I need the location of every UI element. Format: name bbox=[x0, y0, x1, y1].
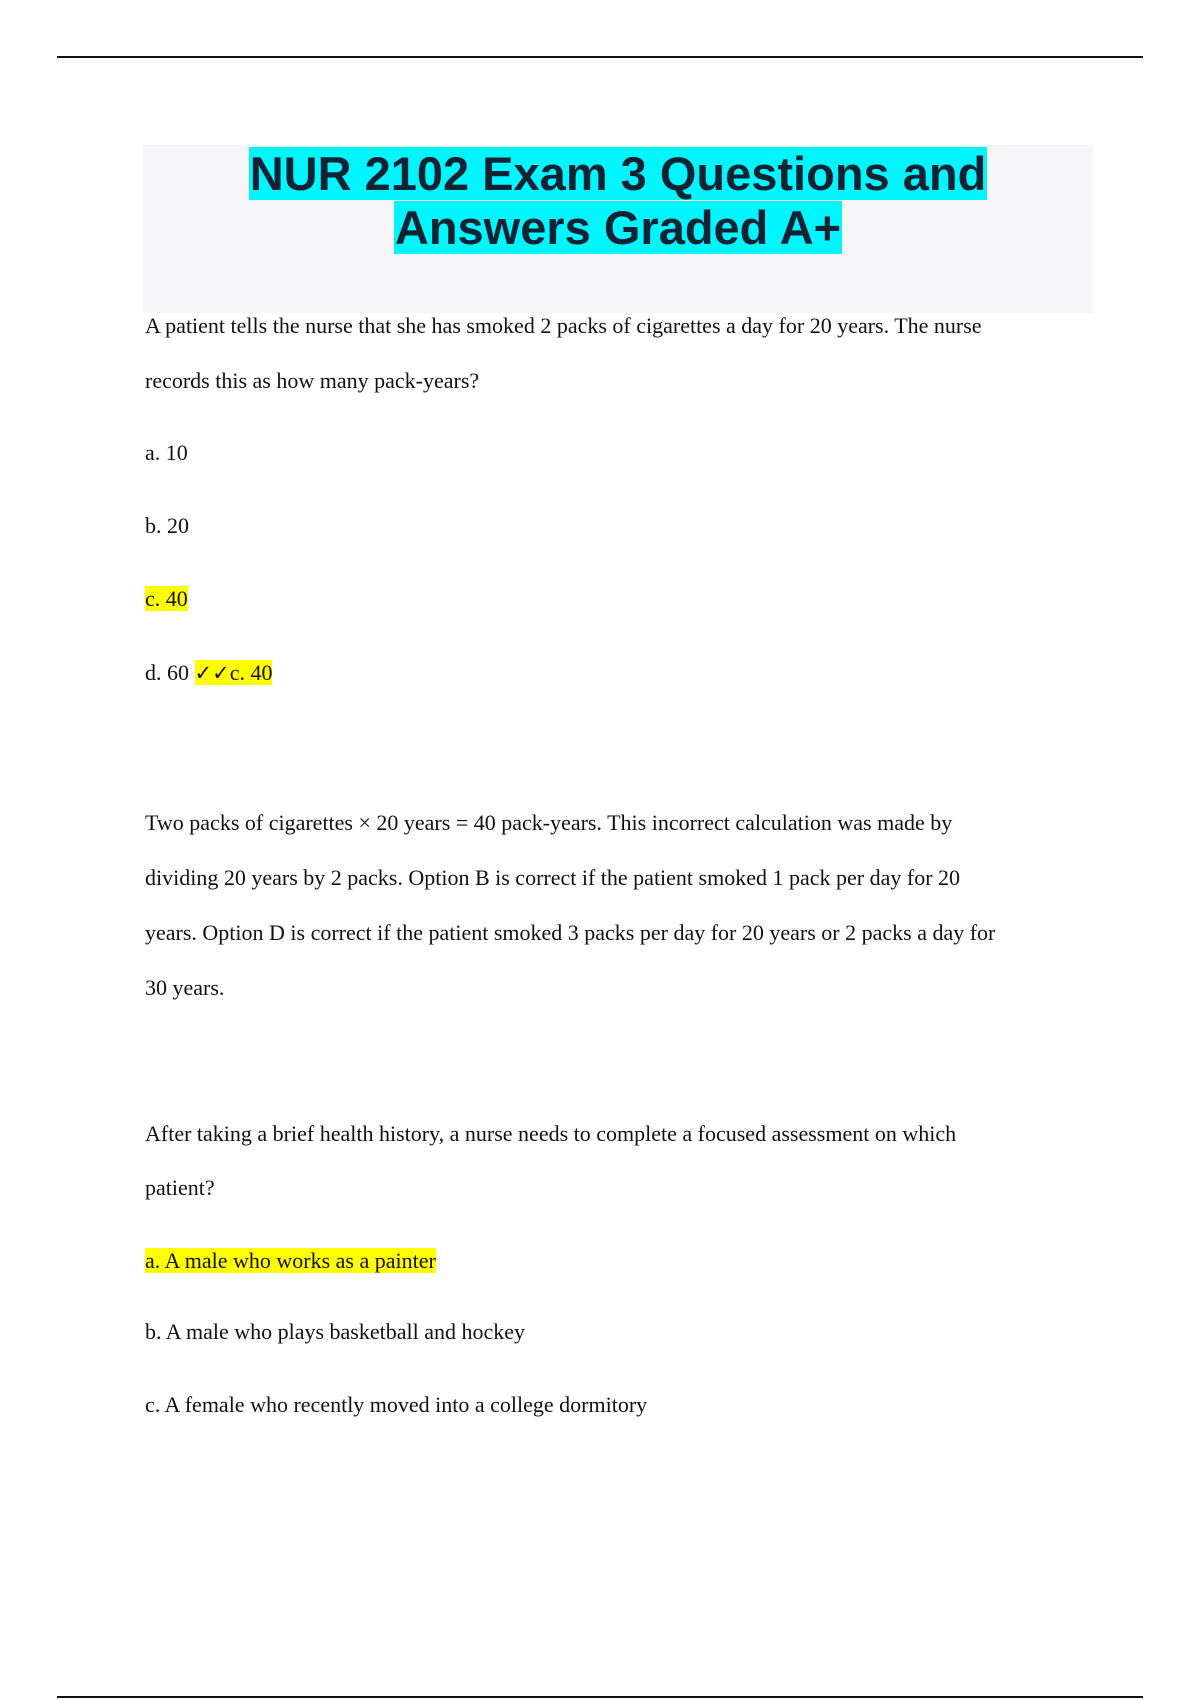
q1-rationale-line-4: 30 years. bbox=[145, 975, 225, 1000]
document-title-line-2: Answers Graded A+ bbox=[394, 201, 842, 254]
q1-option-d-row bbox=[145, 659, 272, 687]
top-rule bbox=[57, 56, 1143, 58]
q2-stem-line-2: patient? bbox=[145, 1175, 215, 1200]
title-banner bbox=[143, 145, 1093, 313]
q2-correct-option-highlight: a. A male who works as a painter bbox=[145, 1248, 436, 1273]
q2-stem-line-1: After taking a brief health history, a nurse needs to complete a focused assessment on which bbox=[145, 1121, 957, 1146]
q1-rationale-line-3: years. Option D is correct if the patient smoked 3 packs per day for 20 years or 2 packs a day for bbox=[145, 920, 996, 945]
document-title-line-1: NUR 2102 Exam 3 Questions and bbox=[249, 147, 987, 200]
q2-option-c: c. A female who recently moved into a college dormitory bbox=[145, 1392, 648, 1417]
q1-rationale-line-1: Two packs of cigarettes × 20 years = 40 pack-years. This incorrect calculation was made by bbox=[145, 810, 953, 835]
q1-answer-highlight bbox=[195, 660, 273, 685]
q1-option-a: a. 10 bbox=[145, 440, 188, 465]
double-check-icon: ✓✓ bbox=[194, 661, 230, 685]
q1-option-b: b. 20 bbox=[145, 513, 189, 538]
q2-option-a bbox=[145, 1247, 436, 1275]
q2-option-b: b. A male who plays basketball and hockey bbox=[145, 1319, 526, 1344]
q1-option-c bbox=[145, 585, 188, 613]
q1-stem-line-2: records this as how many pack-years? bbox=[145, 368, 480, 393]
q1-stem-line-1: A patient tells the nurse that she has smoked 2 packs of cigarettes a day for 20 years. The nurse bbox=[145, 313, 982, 338]
bottom-rule bbox=[57, 1696, 1143, 1698]
q1-answer-text: c. 40 bbox=[229, 660, 273, 685]
q1-correct-option-highlight: c. 40 bbox=[145, 586, 188, 611]
q1-option-d: d. 60 bbox=[145, 660, 189, 685]
q1-rationale-line-2: dividing 20 years by 2 packs. Option B is correct if the patient smoked 1 pack per day for 20 bbox=[145, 865, 961, 890]
